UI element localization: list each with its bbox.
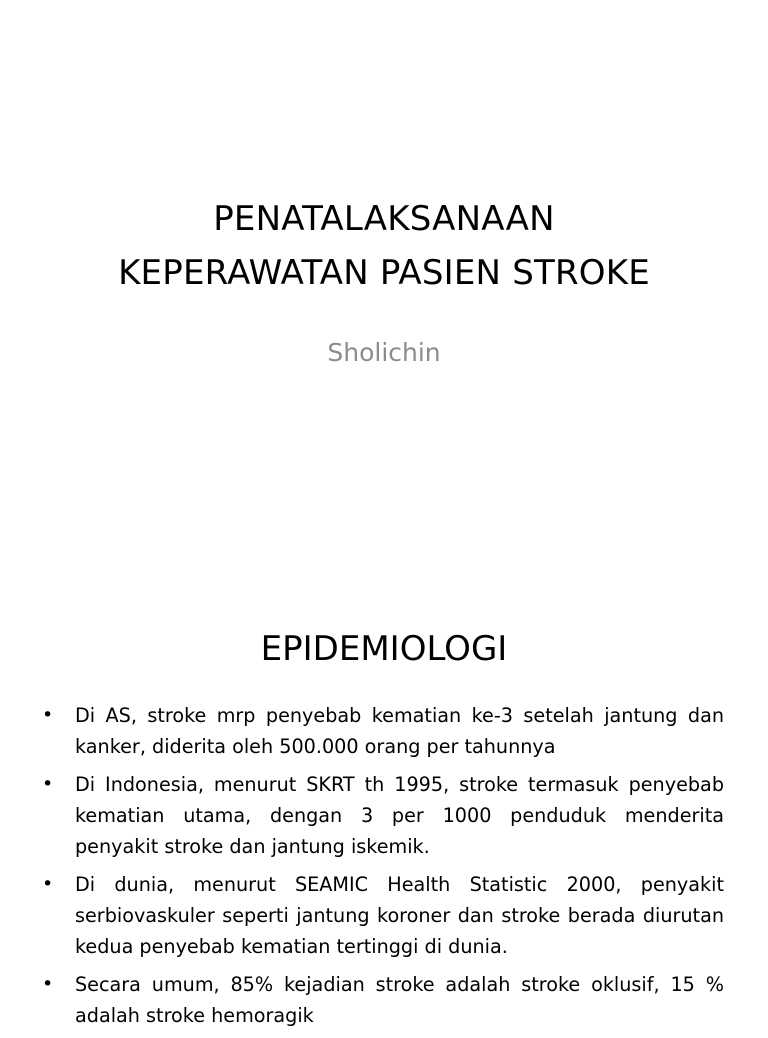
bullet-icon: • xyxy=(42,973,54,995)
slide-title-line-1: PENATALAKSANAAN xyxy=(213,199,555,239)
list-item xyxy=(40,969,724,1031)
content-slide-epidemiologi xyxy=(0,576,768,1027)
bullet-text: Di dunia, menurut SEAMIC Health Statistic 2000, penyakit serbiovaskuler seperti jantung koroner dan stroke berada diurutan kedua penyebab kematian tertinggi di dunia. xyxy=(75,873,724,958)
slide-title-line-2: KEPERAWATAN PASIEN STROKE xyxy=(118,253,650,293)
bullet-text: Secara umum, 85% kejadian stroke adalah stroke oklusif, 15 % adalah stroke hemoragik xyxy=(75,973,724,1027)
bullet-list xyxy=(40,700,724,1038)
bullet-icon: • xyxy=(42,873,54,895)
slide-subtitle-author: Sholichin xyxy=(327,338,441,367)
bullet-text: Di Indonesia, menurut SKRT th 1995, stroke termasuk penyebab kematian utama, dengan 3 per 1000 penduduk menderita penyakit stroke dan jantung iskemik. xyxy=(75,773,724,858)
list-item xyxy=(40,769,724,862)
list-item xyxy=(40,700,724,762)
section-heading: EPIDEMIOLOGI xyxy=(260,629,508,669)
slide-title xyxy=(40,192,728,300)
bullet-icon: • xyxy=(42,773,54,795)
list-item xyxy=(40,869,724,962)
bullet-text: Di AS, stroke mrp penyebab kematian ke-3 setelah jantung dan kanker, diderita oleh 500.000 orang per tahunnya xyxy=(75,704,724,758)
bullet-icon: • xyxy=(42,704,54,726)
